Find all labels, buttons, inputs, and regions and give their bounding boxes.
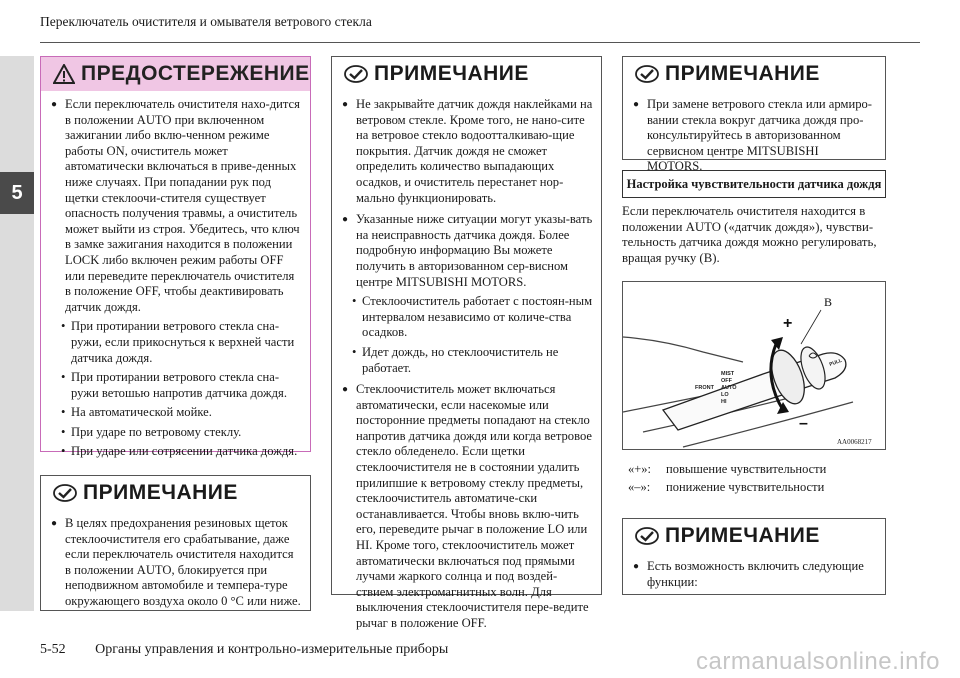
warning-triangle-icon: [53, 64, 75, 84]
warning-body: [41, 91, 310, 466]
note-header: [41, 476, 310, 510]
note-text: ● Есть возможность включить следующие функции:: [633, 559, 877, 590]
note-text: ● Стеклоочиститель может включаться автоматически, если насекомые или посторонние предметы попадают на стекло напротив датчика дождя или когда ветровое стекло обледенело. Если щетки стеклоочистителя не в состоянии удалить прилипшие к ветровому стеклу предметы, стеклоочиститель автоматиче-ски останавливается. Чтобы вновь вклю-чить его, переведите рычаг в положение LO или HI. Кроме того, стеклоочиститель может автоматически включаться под прямыми лучами жаркого солнца и под воздей-ствием электромагнитных волн. Для выключения стеклоочистителя пере-ведите рычаг в положение OFF.: [342, 382, 593, 632]
figure-label-lo: LO: [721, 392, 729, 398]
note-check-icon: [344, 65, 368, 83]
note-header: [623, 57, 885, 91]
figure-code: AA0068217: [837, 438, 872, 446]
note-sub-item: • Стеклоочиститель работает с постоян-ным интервалом независимо от количе-ства осадков.: [342, 294, 593, 341]
note-box-1: [40, 475, 311, 611]
legend-symbol: «+»:: [628, 462, 652, 476]
figure-label-front: FRONT: [695, 385, 714, 391]
wiper-lever-illustration: [623, 282, 885, 449]
note-title: ПРИМЕЧАНИЕ: [374, 62, 529, 85]
figure-label-auto: AUTO: [721, 385, 737, 391]
note-body: [332, 91, 601, 638]
legend-minus: [628, 480, 824, 495]
wiper-lever-figure: [622, 281, 886, 450]
page-footer: [40, 642, 448, 658]
note-body: [623, 91, 885, 181]
note-text: ● В целях предохранения резиновых щеток стеклоочистителя его срабатывание, даже если переключатель очистителя находится в положении AUTO, блокируется при неподвижном автомобиле и темпера-туре окружающего воздуха около 0 °C или ниже.: [51, 516, 302, 610]
note-header: [332, 57, 601, 91]
note-title: ПРИМЕЧАНИЕ: [83, 481, 238, 504]
note-title: ПРИМЕЧАНИЕ: [665, 62, 820, 85]
note-sub-item: • Идет дождь, но стеклоочиститель не работает.: [342, 345, 593, 376]
warning-sub-item: • На автоматической мойке.: [51, 405, 302, 421]
warning-main-text: ● Если переключатель очистителя нахо-дится в положении AUTO при включенном зажигании либо вклю-ченном режиме работы ON, очиститель может автоматически включаться в приве-денных ниже случаях. При попадании рук под щетки стеклоочи-стителя существует опасность получения травмы, а очиститель может выйти из строя. Убедитесь, что ключ в замке зажигания находится в положении LOCK либо включен режим работы OFF или переведите переключатель очистителя в положение OFF, чтобы деактивировать датчик дождя.: [51, 97, 302, 315]
watermark: carmanualsonline.info: [696, 648, 940, 675]
figure-label-mist: MIST: [721, 371, 735, 377]
legend-symbol: «–»:: [628, 480, 651, 494]
note-check-icon: [635, 527, 659, 545]
note-check-icon: [635, 65, 659, 83]
figure-plus-label: +: [783, 315, 793, 332]
legend-plus: [628, 462, 826, 477]
page-header-title: Переключатель очистителя и омывателя ветрового стекла: [40, 14, 372, 29]
footer-section-title: Органы управления и контрольно-измерительные приборы: [95, 642, 449, 657]
legend-text: повышение чувствительности: [666, 462, 827, 476]
note-check-icon: [53, 484, 77, 502]
note-box-2: [331, 56, 602, 630]
figure-callout-b: B: [824, 295, 833, 309]
warning-header: [41, 57, 310, 91]
note-title: ПРИМЕЧАНИЕ: [665, 524, 820, 547]
header-divider: [40, 42, 920, 43]
page-number: 5-52: [40, 642, 66, 657]
note-text: ● При замене ветрового стекла или армиро-вании стекла вокруг датчика дождя про-консультируйтесь в авторизованном сервисном центре MITSUBISHI MOTORS.: [633, 97, 877, 175]
figure-label-off: OFF: [721, 378, 732, 384]
figure-label-hi: HI: [721, 399, 727, 405]
figure-minus-label: –: [799, 415, 808, 432]
warning-sub-item: • При протирании ветрового стекла сна-ружи, если прикоснуться к верхней части датчика дождя.: [51, 319, 302, 366]
legend-text: понижение чувствительности: [666, 480, 825, 494]
note-text: ● Указанные ниже ситуации могут указы-вать на неисправность датчика дождя. Более подробную информацию Вы можете получить в авторизованном сер-висном центре MITSUBISHI MOTORS.: [342, 212, 593, 290]
chapter-side-strip: [0, 56, 34, 611]
warning-sub-item: • При ударе или сотрясении датчика дождя.: [51, 444, 302, 460]
warning-box: [40, 56, 311, 459]
warning-sub-item: • При ударе по ветровому стеклу.: [51, 425, 302, 441]
section-heading: Настройка чувствительности датчика дождя: [622, 170, 886, 198]
chapter-tab: 5: [0, 172, 34, 214]
note-text: ● Не закрывайте датчик дождя наклейками на ветровом стекле. Кроме того, не нано-сите на ветровое стекло водоотталкиваю-щие покрытия. Датчик дождя не сможет определить количество выпадающих осадков, и очиститель перестанет нор-мально функционировать.: [342, 97, 593, 206]
note-body: [41, 510, 310, 616]
note-body: [623, 553, 885, 596]
section-text: Если переключатель очистителя находится в положении AUTO («датчик дождя»), чувстви-тельность датчика дождя можно регулировать, вращая ручку (B).: [622, 204, 877, 265]
warning-title: ПРЕДОСТЕРЕЖЕНИЕ: [81, 62, 310, 85]
warning-sub-item: • При протирании ветрового стекла сна-ружи ветошью напротив датчика дождя.: [51, 370, 302, 401]
figure-label-pull: PULL: [828, 357, 843, 368]
note-header: [623, 519, 885, 553]
note-box-4: [622, 518, 886, 595]
note-box-3: [622, 56, 886, 174]
